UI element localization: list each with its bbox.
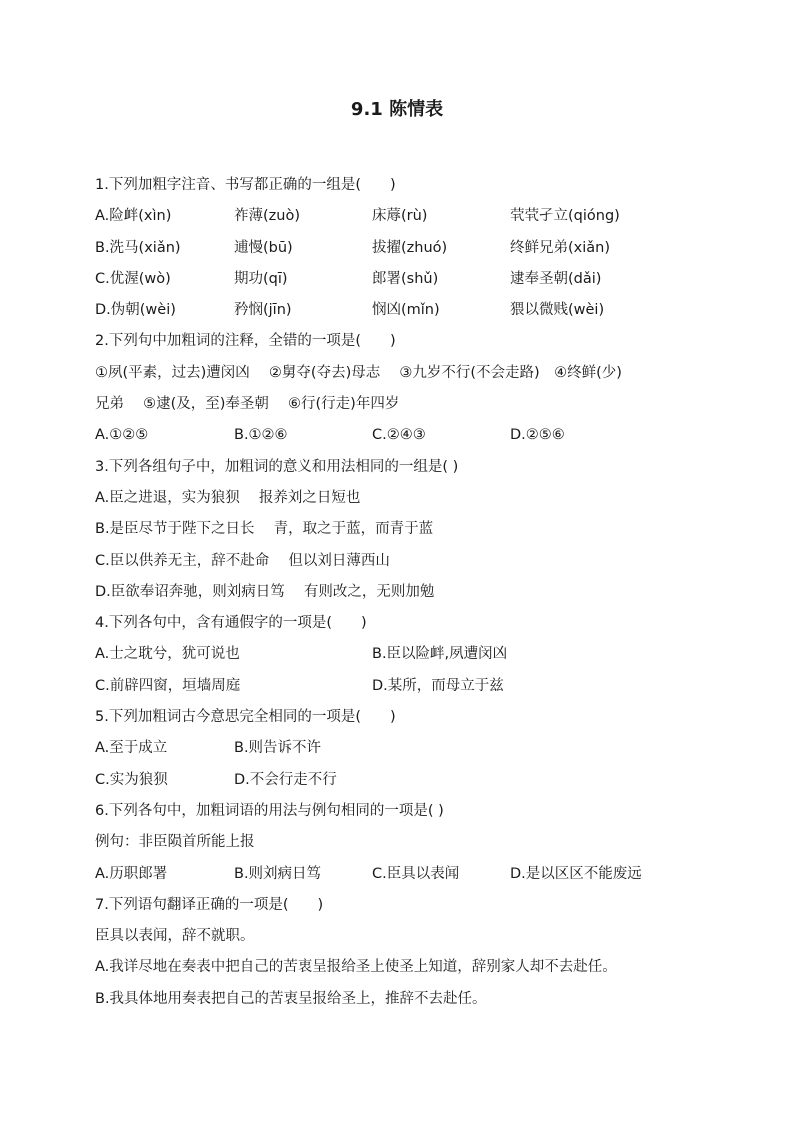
option-cell: D.伪朝(wèi)	[95, 302, 176, 319]
question-2-option-row	[95, 420, 715, 451]
question-4-option-row	[95, 671, 715, 702]
option-cell: D.某所，而母立于兹	[372, 677, 504, 694]
option-cell: A.至于成立	[95, 740, 168, 757]
question-5-option-row	[95, 765, 715, 796]
option-cell: A.①②⑤	[95, 427, 149, 444]
question-4-stem: 4.下列各句中，含有通假字的一项是( )	[95, 615, 367, 632]
option-cell: 悯凶(mǐn)	[372, 302, 440, 319]
option-cell: D.是以区区不能废远	[510, 865, 642, 882]
option-cell: C.实为狼狈	[95, 771, 168, 788]
option-cell: C.优渥(wò)	[95, 270, 171, 287]
option-cell: B.臣以险衅,夙遭闵凶	[372, 646, 508, 663]
option-cell: 祚薄(zuò)	[234, 208, 300, 225]
question-7-stem: 7.下列语句翻译正确的一项是( )	[95, 896, 324, 913]
option-cell: A.士之耽兮，犹可说也	[95, 646, 240, 663]
option-cell: 期功(qī)	[234, 270, 288, 287]
option-cell: 逋慢(bū)	[234, 239, 293, 256]
question-3-option: D.臣欲奉诏奔驰，则刘病日笃 有则改之，无则加勉	[95, 583, 435, 600]
question-3-stem: 3.下列各组句子中，加粗词的意义和用法相同的一组是( )	[95, 458, 459, 475]
question-2-items-line-2: 兄弟 ⑤逮(及，至)奉圣朝 ⑥行(行走)年四岁	[95, 396, 400, 413]
option-cell: 郎署(shǔ)	[372, 270, 439, 287]
option-cell: C.②④③	[372, 427, 426, 444]
question-1-option-row	[95, 264, 715, 295]
option-cell: 猥以微贱(wèi)	[510, 302, 605, 319]
option-cell: C.臣具以表闻	[372, 865, 460, 882]
question-6-stem: 6.下列各句中，加粗词语的用法与例句相同的一项是( )	[95, 802, 444, 819]
question-2-stem: 2.下列句中加粗词的注释，全错的一项是( )	[95, 333, 396, 350]
option-cell: B.①②⑥	[234, 427, 288, 444]
option-cell: D.不会行走不行	[234, 771, 337, 788]
option-cell: B.洗马(xiǎn)	[95, 239, 181, 256]
option-cell: A.历职郎署	[95, 865, 168, 882]
question-4-option-row	[95, 639, 715, 670]
question-3-option: A.臣之进退，实为狼狈 报养刘之日短也	[95, 489, 361, 506]
question-1-stem: 1.下列加粗字注音、书写都正确的一组是( )	[95, 177, 396, 193]
question-6-example: 例句：非臣陨首所能上报	[95, 834, 255, 851]
option-cell: C.前辟四窗，垣墙周庭	[95, 677, 241, 694]
question-6-option-row	[95, 859, 715, 890]
option-cell: B.则告诉不许	[234, 740, 322, 757]
question-3-option: C.臣以供养无主，辞不赴命 但以刘日薄西山	[95, 552, 390, 569]
question-2-items-line-1: ①夙(平素，过去)遭闵凶 ②舅夺(夺去)母志 ③九岁不行(不会走路) ④终鲜(少)	[95, 364, 622, 381]
option-cell: 终鲜兄弟(xiǎn)	[510, 239, 610, 256]
question-1-option-row	[95, 233, 715, 264]
option-cell: B.则刘病日笃	[234, 865, 322, 882]
option-cell: 矜悯(jīn)	[234, 302, 292, 319]
option-cell: 拔擢(zhuó)	[372, 239, 448, 256]
question-3-option: B.是臣尽节于陛下之日长 青，取之于蓝，而青于蓝	[95, 521, 434, 538]
question-1-option-row	[95, 295, 715, 326]
option-cell: A.险衅(xìn)	[95, 208, 172, 225]
option-cell: 床蓐(rù)	[372, 208, 428, 225]
question-5-stem: 5.下列加粗词古今意思完全相同的一项是( )	[95, 709, 396, 726]
option-cell: 茕茕孑立(qióng)	[510, 208, 620, 225]
question-list	[95, 170, 715, 1015]
question-1-option-row	[95, 201, 715, 232]
page-title: 9.1 陈情表	[350, 99, 444, 120]
question-5-option-row	[95, 733, 715, 764]
question-7-option: B.我具体地用奏表把自己的苦衷呈报给圣上，推辞不去赴任。	[95, 990, 487, 1007]
question-7-option: A.我详尽地在奏表中把自己的苦衷呈报给圣上使圣上知道，辞别家人却不去赴任。	[95, 959, 617, 976]
option-cell: D.②⑤⑥	[510, 427, 565, 444]
option-cell: 逮奉圣朝(dǎi)	[510, 270, 602, 287]
question-7-sentence: 臣具以表闻，辞不就职。	[95, 928, 255, 945]
